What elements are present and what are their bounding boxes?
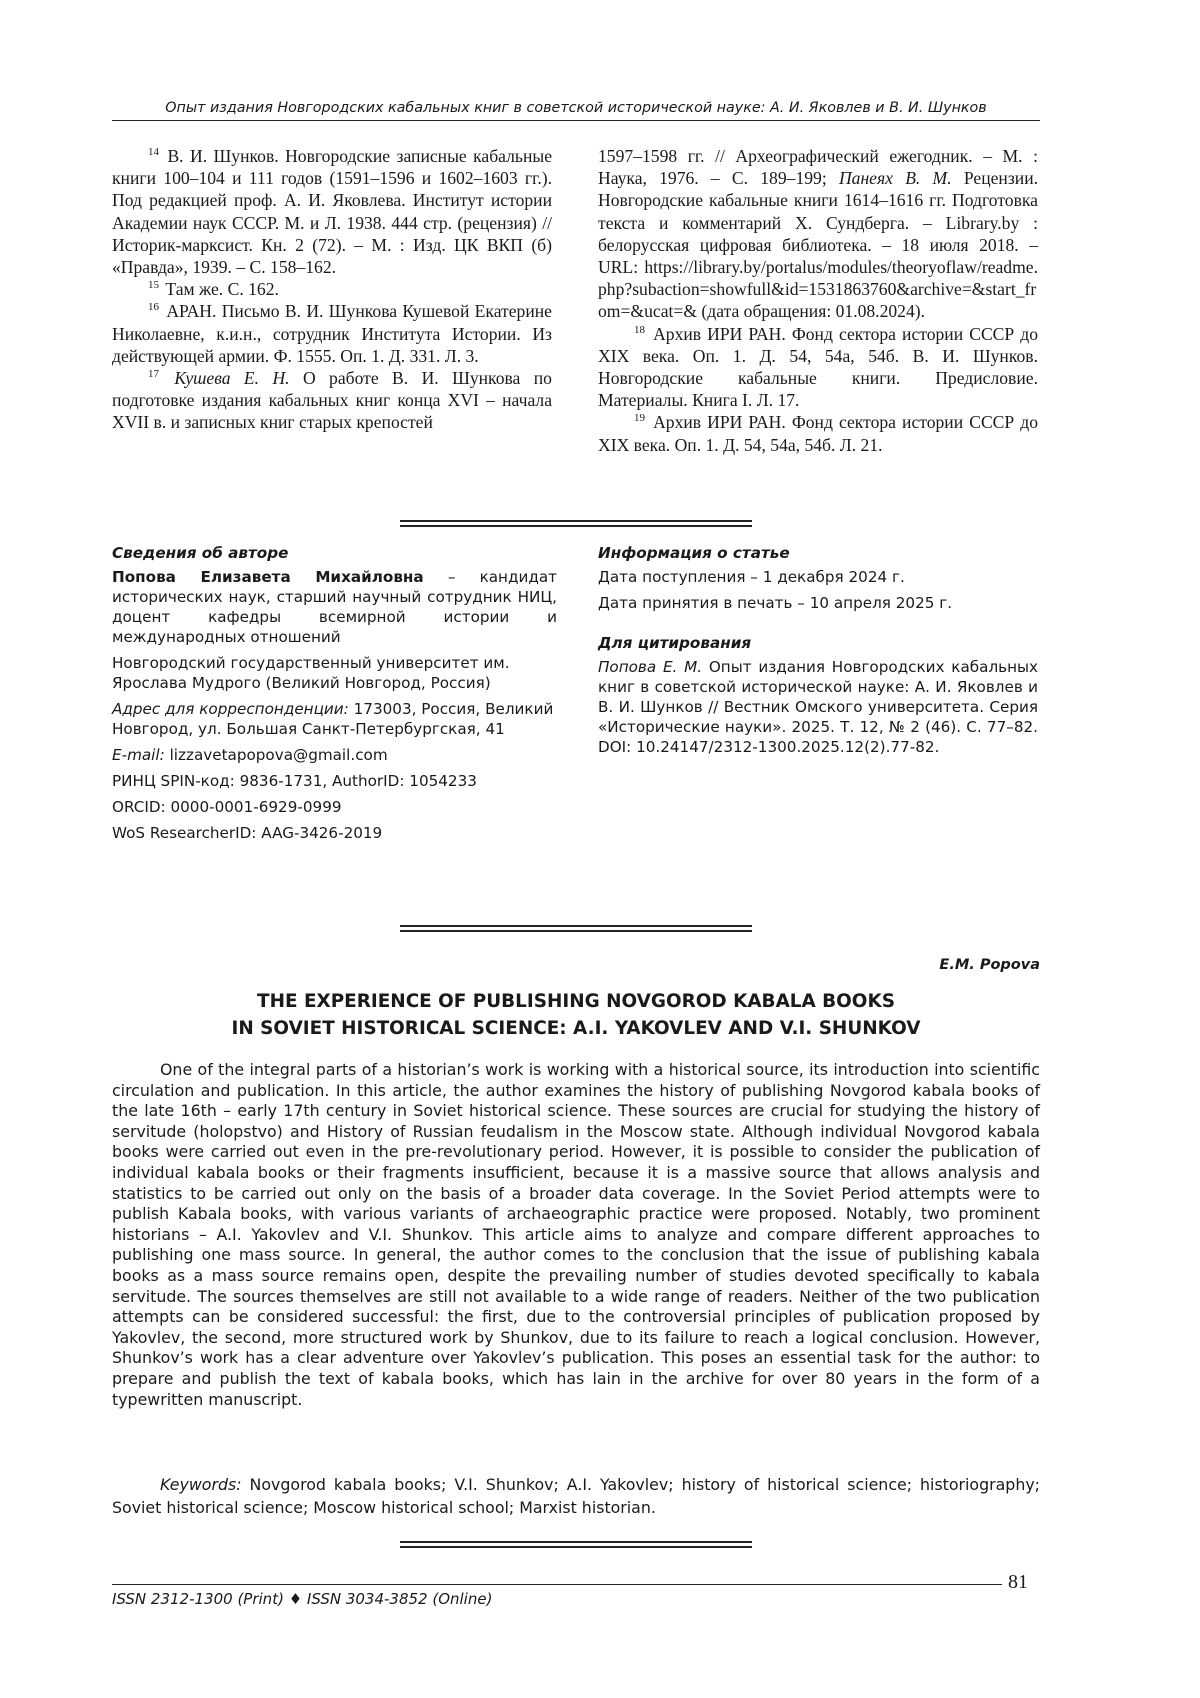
- author-rinc: РИНЦ SPIN-код: 9836-1731, AuthorID: 1054233: [112, 772, 477, 790]
- author-university: Новгородский государственный университет им. Ярослава Мудрого (Великий Новгород, Россия): [112, 654, 510, 692]
- author-info-heading: Сведения об авторе: [112, 544, 289, 562]
- keywords-text: Novgorod kabala books; V.I. Shunkov; A.I. Yakovlev; history of historical science; historiography; Soviet historical science; Moscow historical school; Marxist historian.: [112, 1475, 1040, 1517]
- address-value: 173003, Россия, Великий Новгород, ул. Большая Санкт-Петербургская, 41: [112, 700, 554, 738]
- citation: [598, 657, 1038, 757]
- footnote-number: 16: [148, 301, 159, 314]
- page-number: 81: [1008, 1571, 1028, 1593]
- abstract: One of the integral parts of a historian’s work is working with a historical source, its introduction into scientific circulation and publication. In this article, the author examines the history of publishing Novgorod kabala books of the late 16th – early 17th century in Soviet historical science. These sources are crucial for studying the history of servitude (holopstvo) and History of Russian feudalism in the Moscow state. Although individual Novgorod kabala books were carried out even in the pre-revolutionary period. However, it is possible to consider the publication of individual kabala books or their fragments insufficient, because it is a massive source that allows analysis and statistics to be carried out only on the basis of a broader data coverage. In the Soviet Period attempts were to publish Kabala books, with various variants of archaeographic practice were proposed. Notably, two prominent historians – A.I. Yakovlev and V.I. Shunkov. This article aims to analyze and compare different approaches to publishing one mass source. In general, the author comes to the conclusion that the issue of publishing kabala books as a mass source remains open, despite the prevailing number of studies devoted specifically to kabala servitude. The sources themselves are still not available to a wide range of readers. Neither of the two publication attempts can be considered successful: the first, due to the controversial principles of publication proposed by Yakovlev, the second, more structured work by Shunkov, due to its failure to reach a logical conclusion. However, Shunkov’s work has a clear adventure over Yakovlev’s publication. This poses an essential task for the author: to prepare and publish the text of kabala books, which has lain in the archive for over 80 years in the form of a typewritten manuscript.: [112, 1060, 1040, 1409]
- section-separator: [400, 925, 752, 932]
- footnote-author: Панеях В. М.: [838, 168, 952, 189]
- footnote-url-link[interactable]: https://library.by/portalus/modules/theoryoflaw/readme.php?subaction=showfull&id=1531863760&archive=&start_from=&ucat=&: [598, 257, 1038, 322]
- section-separator: [400, 1541, 752, 1548]
- footnote-text: В. И. Шунков. Новгородские записные кабальные книги 100–104 и 111 годов (1591–1596 и 1602–1603 гг.). Под редакцией проф. А. И. Яковлева. Институт истории Академии наук СССР. М. и Л. 1938. 444 стр. (рецензия) // Историк-марксист. Кн. 2 (72). – М. : Изд. ЦК ВКП (б) «Правда», 1939. – С. 158–162.: [112, 146, 552, 278]
- footnote-number: 18: [634, 323, 645, 336]
- english-title: [112, 988, 1040, 1042]
- footnote-text: О работе В. И. Шункова по подготовке издания кабальных книг конца XVI – начала XVII в. и записных книг старых крепостей: [112, 368, 552, 433]
- footnote-16: [112, 300, 552, 367]
- footnote-17-continued: [598, 145, 1038, 323]
- section-separator: [400, 520, 752, 527]
- author-name-position: [112, 567, 557, 647]
- author-address: [112, 699, 557, 739]
- footnotes-left-column: [112, 145, 552, 434]
- author-email: [112, 745, 557, 765]
- author-name: Попова Елизавета Михайловна: [112, 568, 424, 586]
- footnote-18: [598, 323, 1038, 412]
- address-label: Адрес для корреспонденции:: [112, 700, 349, 718]
- footnote-text: Архив ИРИ РАН. Фонд сектора истории СССР до XIX века. Оп. 1. Д. 54, 54а, 54б. В. И. Шунков. Новгородские кабальные книги. Предисловие. Материалы. Книга I. Л. 17.: [598, 323, 1039, 411]
- author-orcid: ORCID: 0000-0001-6929-0999: [112, 798, 342, 816]
- article-info-heading: Информация о статье: [598, 544, 790, 562]
- footnote-14: [112, 145, 552, 278]
- footnote-text: Там же. С. 162.: [165, 279, 279, 300]
- title-line: IN SOVIET HISTORICAL SCIENCE: A.I. YAKOVLEV AND V.I. SHUNKOV: [231, 1018, 921, 1039]
- article-info-block: [598, 543, 1038, 763]
- footnote-19: [598, 411, 1038, 455]
- author-position: – кандидат исторических наук, старший научный сотрудник НИЦ, доцент кафедры всемирной истории и международных отношений: [112, 568, 558, 646]
- date-accepted: Дата принятия в печать – 10 апреля 2025 г.: [598, 594, 953, 612]
- author-wos: WoS ResearcherID: AAG-3426-2019: [112, 824, 383, 842]
- footnote-number: 14: [148, 146, 159, 158]
- footnote-author: Кушева Е. Н.: [174, 368, 290, 389]
- footnote-text: Рецензии. Новгородские кабальные книги 1614–1616 гг. Подготовка текста и комментарий Х. Сундберга. – Library.by : белорусская цифровая библиотека. – 18 июля 2018. – URL:: [598, 168, 1039, 278]
- footnote-number: 19: [634, 412, 645, 425]
- footer-rule: [112, 1584, 1002, 1585]
- english-author: E.M. Popova: [939, 957, 1040, 973]
- footnote-text: Архив ИРИ РАН. Фонд сектора истории СССР до XIX века. Оп. 1. Д. 54, 54а, 54б. Л. 21.: [598, 412, 1039, 455]
- email-label: E-mail:: [112, 746, 165, 764]
- footnote-text: 1597–1598 гг. // Археографический ежегодник. – М. : Наука, 1976. – С. 189–199;: [598, 146, 1038, 189]
- citation-heading: Для цитирования: [598, 634, 752, 652]
- footnotes-right-column: [598, 145, 1038, 456]
- footer-issn: ISSN 2312-1300 (Print) ♦ ISSN 3034-3852 (Online): [112, 1590, 493, 1608]
- footnote-text: (дата обращения: 01.08.2024).: [701, 301, 926, 322]
- date-received: Дата поступления – 1 декабря 2024 г.: [598, 568, 905, 586]
- author-info-block: [112, 543, 557, 849]
- footnote-15: [112, 278, 552, 300]
- keywords-label: Keywords:: [160, 1475, 242, 1494]
- footnote-number: 15: [148, 279, 159, 292]
- email-link[interactable]: lizzavetapopova@gmail.com: [169, 746, 388, 764]
- footnote-17: [112, 367, 552, 434]
- footnote-text: АРАН. Письмо В. И. Шункова Кушевой Екатерине Николаевне, к.и.н., сотрудник Института Истории. Из действующей армии. Ф. 1555. Оп. 1. Д. 331. Л. 3.: [112, 301, 552, 366]
- citation-author: Попова Е. М.: [598, 658, 703, 676]
- keywords: [112, 1474, 1040, 1519]
- running-head: Опыт издания Новгородских кабальных книг в советской исторической науке: А. И. Яковлев и В. И. Шунков: [112, 100, 1040, 121]
- footnote-number: 17: [148, 368, 159, 381]
- citation-text: Опыт издания Новгородских кабальных книг в советской исторической науке: А. И. Яковлев и В. И. Шунков // Вестник Омского университета. Серия «Исторические науки». 2025. Т. 12, № 2 (46). С. 77–82. DOI: 10.24147/2312-1300.2025.12(2).77-82.: [598, 658, 1039, 756]
- title-line: THE EXPERIENCE OF PUBLISHING NOVGOROD KABALA BOOKS: [257, 991, 895, 1012]
